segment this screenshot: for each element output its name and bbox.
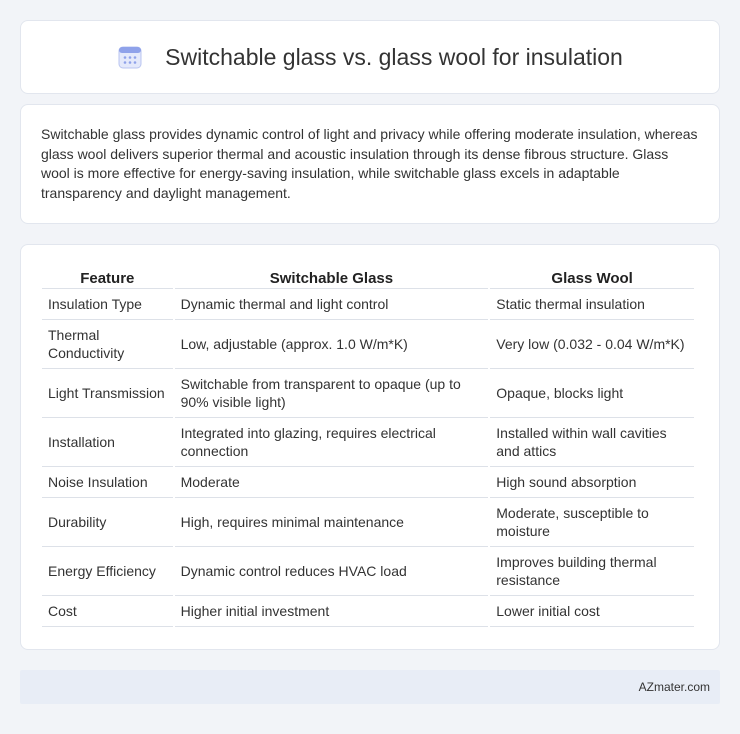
row-switchable-glass: Low, adjustable (approx. 1.0 W/m*K) — [175, 320, 489, 369]
table-row — [42, 596, 694, 627]
row-feature: Energy Efficiency — [42, 547, 173, 596]
row-switchable-glass: Dynamic thermal and light control — [175, 289, 489, 320]
table-header-row — [42, 265, 694, 289]
row-glass-wool: Installed within wall cavities and attics — [490, 418, 694, 467]
row-glass-wool: Static thermal insulation — [490, 289, 694, 320]
row-feature: Noise Insulation — [42, 467, 173, 498]
header-glass-wool: Glass Wool — [490, 265, 694, 289]
row-glass-wool: Moderate, susceptible to moisture — [490, 498, 694, 547]
row-glass-wool: Very low (0.032 - 0.04 W/m*K) — [490, 320, 694, 369]
summary-paragraph: Switchable glass provides dynamic control of light and privacy while offering moderate insulation, whereas glass wool delivers superior thermal and acoustic insulation through its dense fibrous structure. Glass wool is more effective for energy-saving insulation, while switchable glass excels in adaptable transparency and daylight management. — [41, 126, 698, 201]
row-feature: Cost — [42, 596, 173, 627]
page-title: Switchable glass vs. glass wool for insulation — [165, 43, 623, 70]
row-switchable-glass: Higher initial investment — [175, 596, 489, 627]
row-feature: Thermal Conductivity — [42, 320, 173, 369]
row-glass-wool: Lower initial cost — [490, 596, 694, 627]
table-row — [42, 467, 694, 498]
table-row — [42, 369, 694, 418]
table-row — [42, 547, 694, 596]
row-feature: Light Transmission — [42, 369, 173, 418]
row-switchable-glass: Switchable from transparent to opaque (up to 90% visible light) — [175, 369, 489, 418]
row-glass-wool: High sound absorption — [490, 467, 694, 498]
row-glass-wool: Opaque, blocks light — [490, 369, 694, 418]
comparison-table — [40, 265, 696, 627]
table-row — [42, 289, 694, 320]
title-card — [20, 20, 720, 94]
footer-site-link[interactable]: AZmater.com — [638, 680, 710, 694]
row-switchable-glass: Integrated into glazing, requires electrical connection — [175, 418, 489, 467]
calendar-icon — [117, 44, 143, 70]
comparison-table-card — [20, 244, 720, 650]
row-feature: Installation — [42, 418, 173, 467]
row-switchable-glass: High, requires minimal maintenance — [175, 498, 489, 547]
header-switchable-glass: Switchable Glass — [175, 265, 489, 289]
table-row — [42, 320, 694, 369]
table-row — [42, 498, 694, 547]
summary-card — [20, 104, 720, 224]
row-glass-wool: Improves building thermal resistance — [490, 547, 694, 596]
header-feature: Feature — [42, 265, 173, 289]
row-feature: Durability — [42, 498, 173, 547]
row-switchable-glass: Dynamic control reduces HVAC load — [175, 547, 489, 596]
row-feature: Insulation Type — [42, 289, 173, 320]
table-row — [42, 418, 694, 467]
row-switchable-glass: Moderate — [175, 467, 489, 498]
footer-bar — [20, 670, 720, 704]
